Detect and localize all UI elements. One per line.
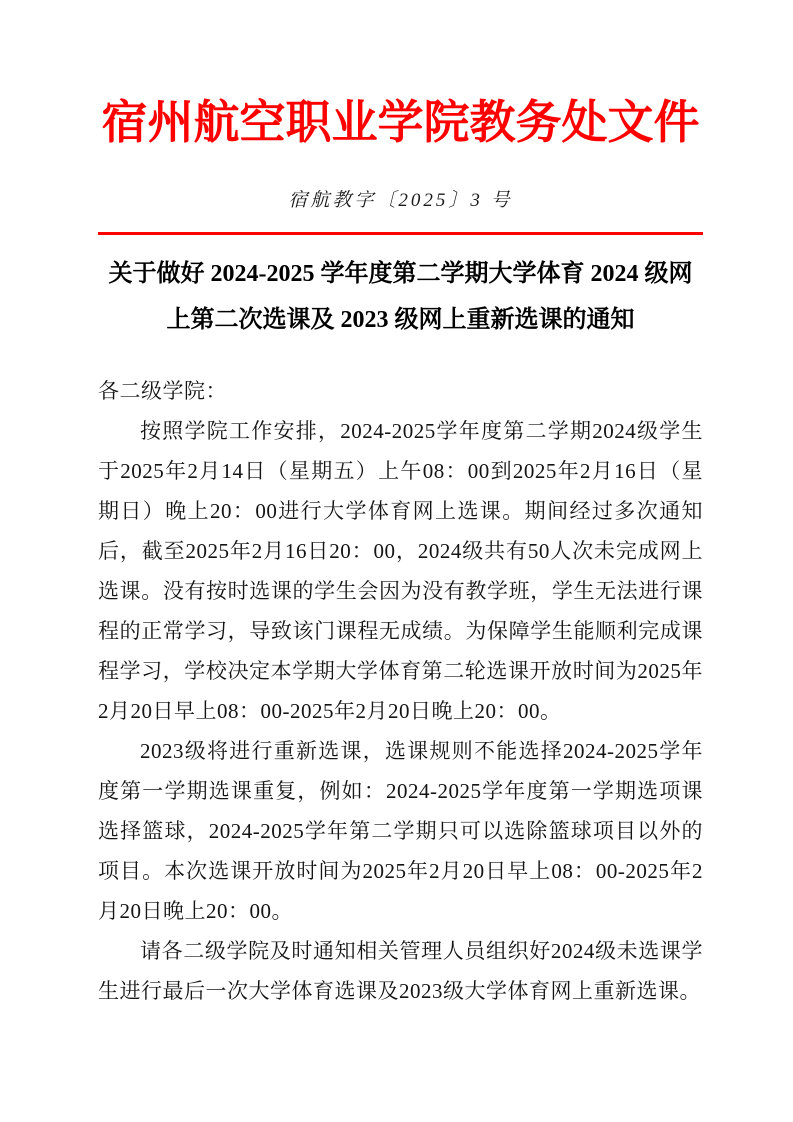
notice-title-line-2: 上第二次选课及 2023 级网上重新选课的通知 (166, 307, 635, 333)
body-paragraph-1: 按照学院工作安排，2024-2025学年度第二学期2024级学生于2025年2月14日（星期五）上午08：00到2025年2月16日（星期日）晚上20：00进行大学体育网上选课。期间经过多次通知后，截至2025年2月16日20：00，2024级共有50人次未完成网上选课。没有按时选课的学生会因为没有教学班，学生无法进行课程的正常学习，导致该门课程无成绩。为保障学生能顺利完成课程学习，学校决定本学期大学体育第二轮选课开放时间为2025年2月20日早上08：00-2025年2月20日晚上20：00。 (98, 419, 703, 723)
notice-title-line-1: 关于做好 2024-2025 学年度第二学期大学体育 2024 级网 (108, 261, 693, 287)
notice-title (98, 251, 703, 343)
body-paragraph-2: 2023级将进行重新选课，选课规则不能选择2024-2025学年度第一学期选课重复，例如：2024-2025学年度第一学期选项课选择篮球，2024-2025学年第二学期只可以选除篮球项目以外的项目。本次选课开放时间为2025年2月20日早上08：00-2025年2月20日晚上20：00。 (98, 739, 703, 923)
red-divider-line (98, 232, 703, 235)
letterhead-org-title: 宿州航空职业学院教务处文件 (101, 96, 700, 148)
document-body (98, 371, 703, 1011)
body-paragraph-3: 请各二级学院及时通知相关管理人员组织好2024级未选课学生进行最后一次大学体育选课及2023级大学体育网上重新选课。 (98, 939, 703, 1003)
letterhead (98, 95, 703, 235)
salutation: 各二级学院： (98, 379, 227, 403)
document-number: 宿航教字〔2025〕3 号 (288, 190, 513, 211)
